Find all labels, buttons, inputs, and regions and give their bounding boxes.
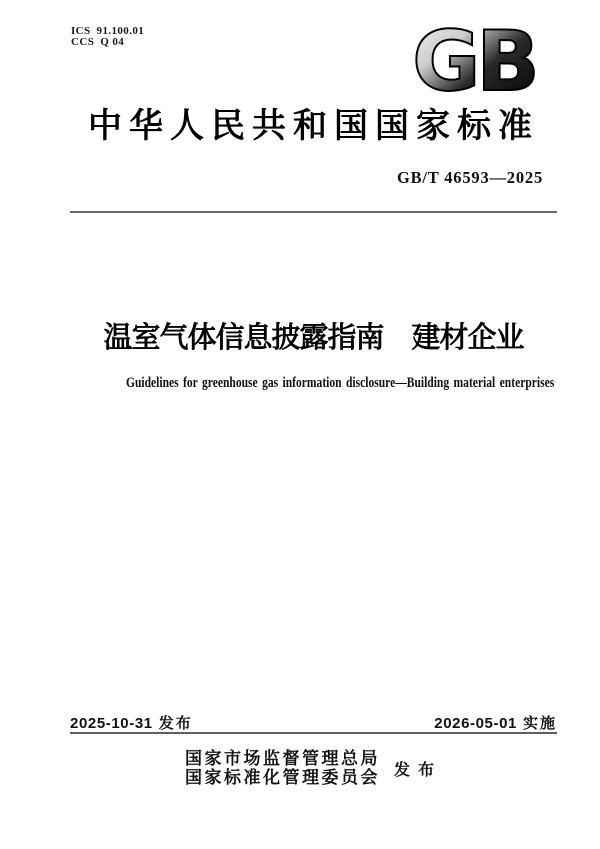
standard-title-en: Guidelines for greenhouse gas information disclosure—Building material enterprises (126, 375, 555, 391)
implement-date-label: 实施 (522, 715, 557, 732)
ics-value: 91.100.01 (96, 25, 145, 37)
implement-date-item (434, 712, 557, 733)
implement-date: 2026-05-01 (434, 715, 517, 732)
footer-divider (70, 732, 557, 734)
issuer-line-2: 国家标准化管理委员会 (184, 768, 380, 787)
ccs-value: Q 04 (100, 36, 125, 48)
gb-logo-graphic (401, 25, 547, 97)
issuer-block (70, 749, 557, 787)
issue-date: 2025-10-31 (70, 715, 153, 732)
standard-number: GB/T 46593—2025 (396, 168, 543, 187)
ccs-code-line (71, 37, 144, 48)
issue-date-item (70, 712, 193, 733)
dates-row (70, 712, 557, 733)
release-label: 发布 (393, 761, 442, 779)
issue-date-label: 发布 (158, 715, 193, 732)
gb-logo (401, 25, 547, 97)
national-standard-heading: 中华人民共和国国家标准 (88, 108, 539, 145)
ics-label: ICS (71, 25, 91, 37)
gb-logo-text: GB (412, 25, 536, 97)
classification-codes (71, 26, 144, 48)
standard-title-zh: 温室气体信息披露指南 建材企业 (103, 322, 524, 354)
issuer-line-1: 国家市场监督管理总局 (184, 749, 380, 768)
ccs-label: CCS (71, 36, 95, 48)
issuer-names (185, 749, 380, 787)
header-divider (70, 211, 557, 213)
